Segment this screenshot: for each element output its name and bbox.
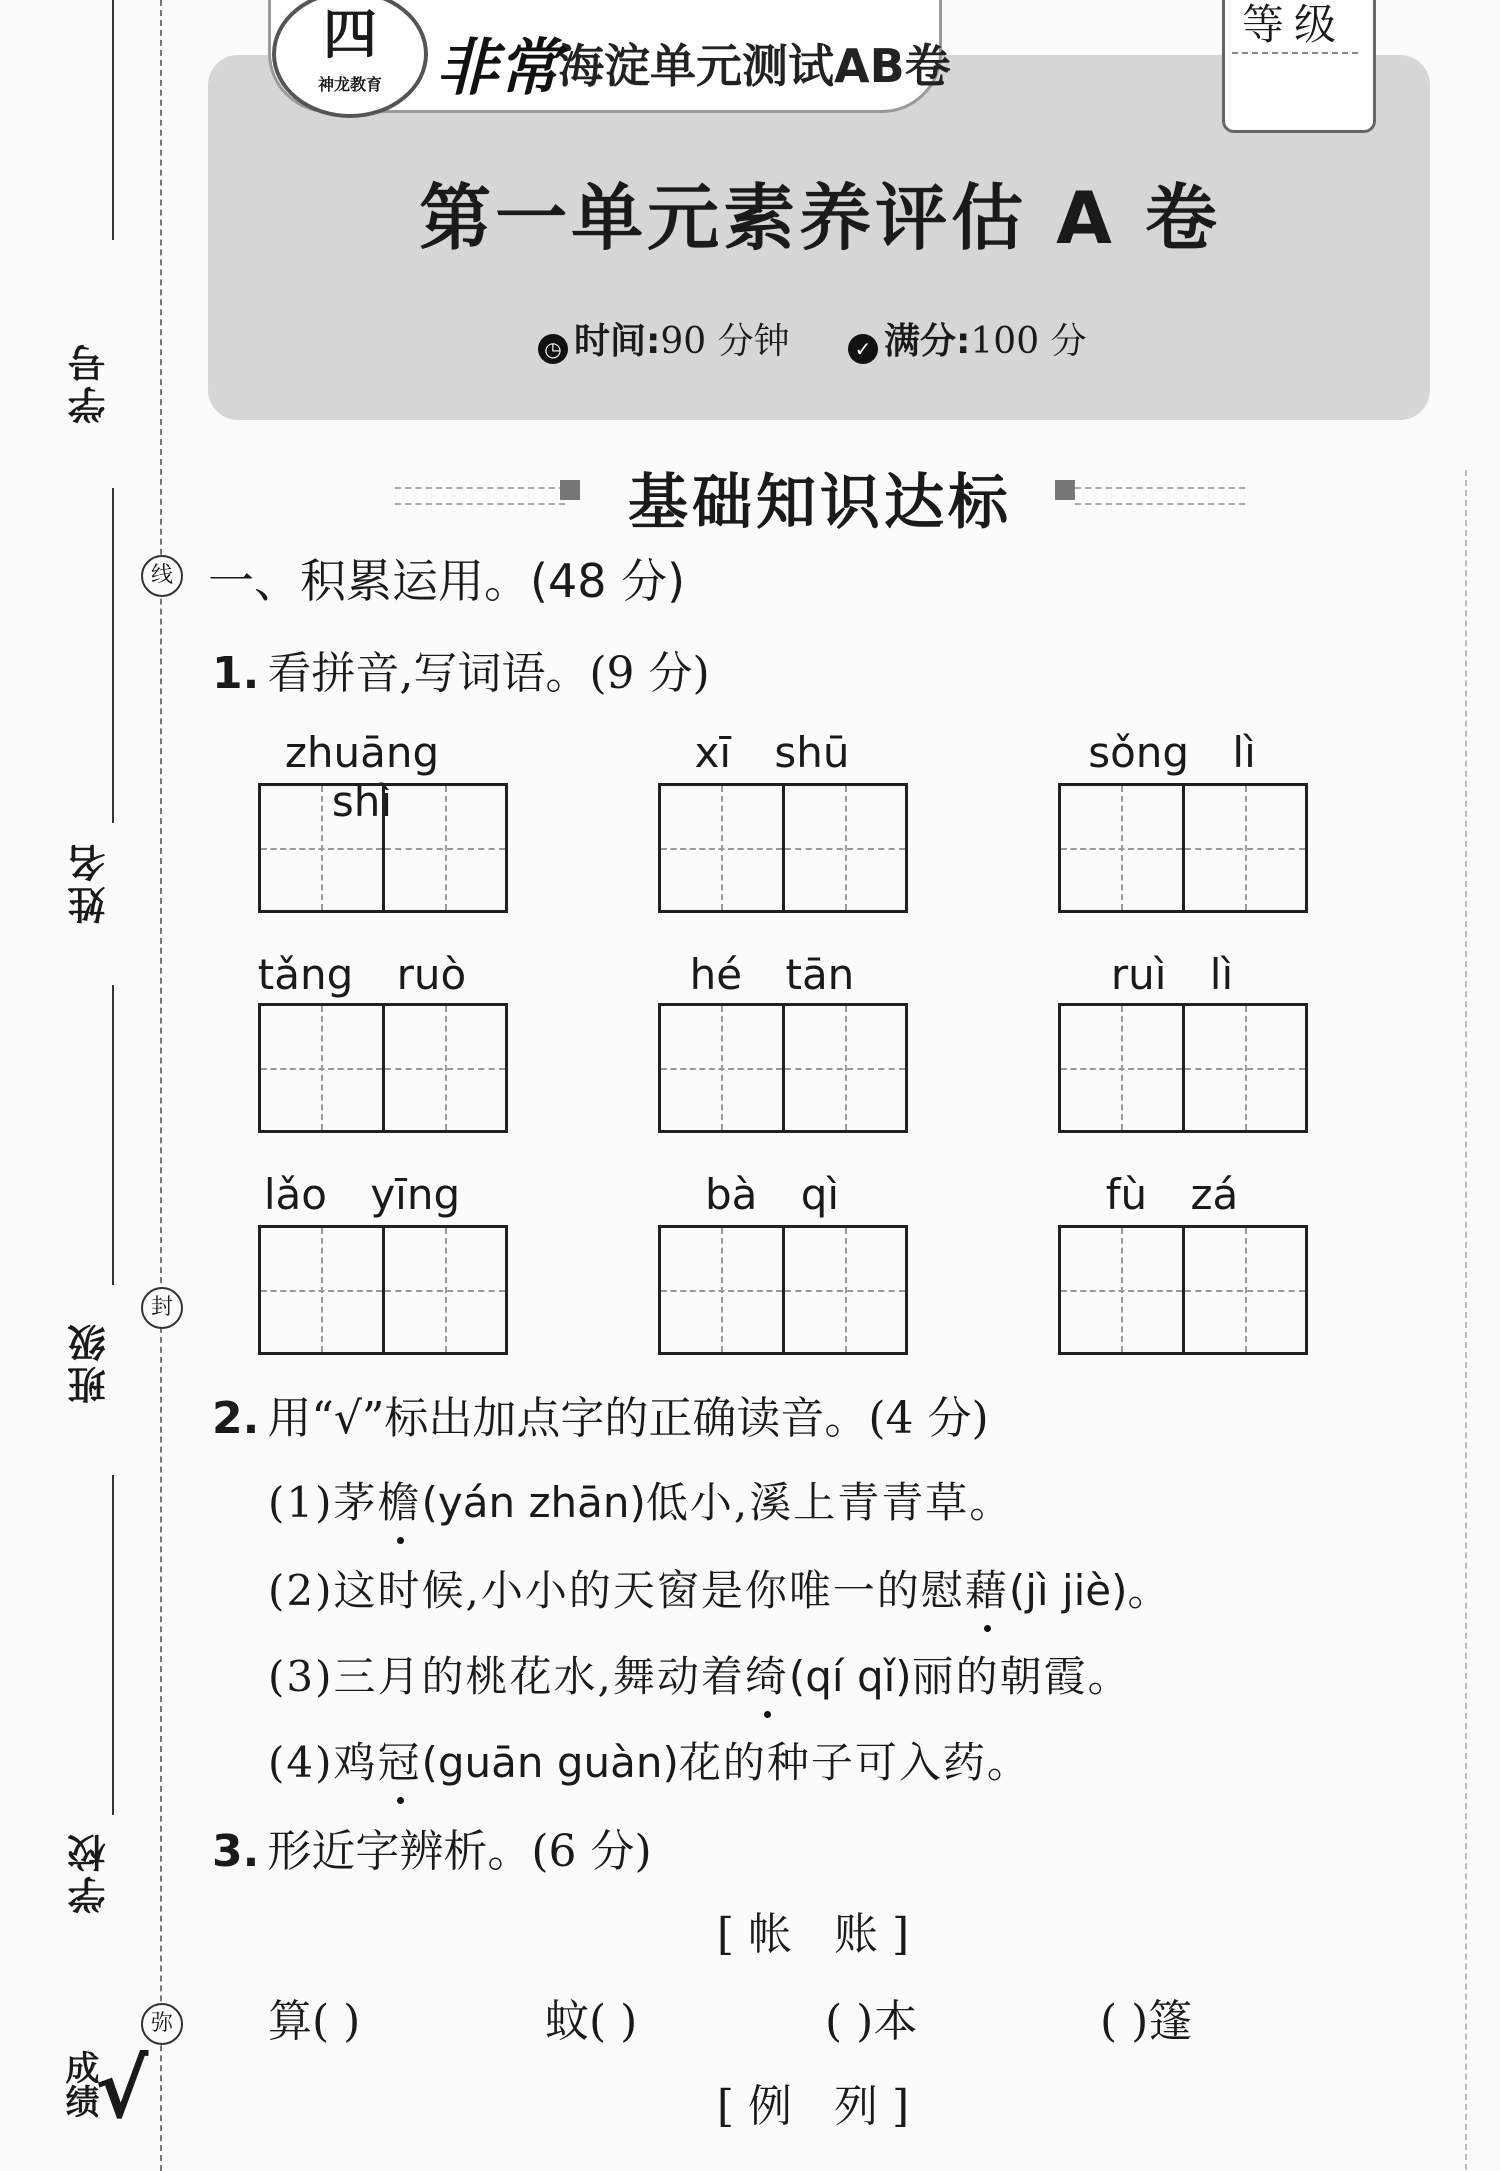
score-label-full: 满分: bbox=[884, 321, 971, 362]
seal-seal: 封 bbox=[141, 1287, 183, 1329]
question-number: 2. bbox=[212, 1393, 260, 1444]
pinyin-label: sǒng lì bbox=[1088, 728, 1256, 777]
check-circle-icon: ✓ bbox=[848, 334, 878, 364]
score-label: 成绩 bbox=[59, 2050, 99, 2118]
answer-grid[interactable] bbox=[1058, 1003, 1308, 1133]
score-info bbox=[848, 313, 1087, 364]
fill-blank[interactable]: ( )篷 bbox=[1100, 1996, 1193, 2047]
pinyin-options[interactable]: (guān guàn) bbox=[421, 1738, 679, 1787]
name-label: 姓名 bbox=[68, 840, 112, 924]
dotted-char: 藉 bbox=[965, 1558, 1009, 1618]
item-text: (2)这时候,小小的天窗是你唯一的慰 bbox=[268, 1566, 965, 1615]
fill-blank[interactable]: 算( ) bbox=[268, 1996, 361, 2047]
answer-grid[interactable] bbox=[658, 1003, 908, 1133]
clock-icon: ◷ bbox=[538, 334, 568, 364]
question-number: 3. bbox=[212, 1826, 260, 1877]
section-deco-square bbox=[1055, 480, 1075, 500]
part-heading: 一、积累运用。(48 分) bbox=[208, 554, 686, 608]
question-2 bbox=[212, 1382, 989, 1446]
score-value: 100 分 bbox=[970, 321, 1087, 362]
answer-grid[interactable] bbox=[1058, 783, 1308, 913]
q2-item bbox=[268, 1558, 1172, 1618]
question-3 bbox=[212, 1815, 652, 1879]
pinyin-label: fù zá bbox=[1105, 1170, 1239, 1219]
logo-mark: 四 bbox=[323, 3, 377, 66]
item-text: 丽的朝霞。 bbox=[911, 1652, 1132, 1701]
pinyin-label: ruì lì bbox=[1110, 950, 1234, 999]
question-1 bbox=[212, 637, 710, 701]
pinyin-label: hé tān bbox=[689, 950, 855, 999]
grade-label: 等级 bbox=[1242, 0, 1347, 49]
answer-grid[interactable] bbox=[658, 783, 908, 913]
time-info bbox=[538, 313, 790, 364]
item-text: 。 bbox=[1127, 1566, 1172, 1615]
answer-grid[interactable] bbox=[258, 1003, 508, 1133]
item-text: (3)三月的桃花水,舞动着 bbox=[268, 1652, 745, 1701]
question-number: 1. bbox=[212, 648, 260, 699]
class-label: 班级 bbox=[68, 1320, 112, 1404]
check-icon: √ bbox=[95, 2043, 149, 2136]
binding-line bbox=[112, 1475, 114, 1815]
q2-item bbox=[268, 1470, 1013, 1530]
pinyin-options[interactable]: (qí qǐ) bbox=[788, 1652, 912, 1701]
dotted-char: 绮 bbox=[745, 1644, 789, 1704]
brand-name: 非常 bbox=[436, 31, 561, 104]
grade-divider bbox=[1232, 52, 1358, 54]
time-label: 时间: bbox=[574, 321, 661, 362]
fill-blank[interactable]: 蚊( ) bbox=[545, 1996, 638, 2047]
student-id-label: 学号 bbox=[68, 340, 112, 424]
pinyin-label: zhuāng shì bbox=[284, 728, 440, 826]
answer-grid[interactable] bbox=[1058, 1225, 1308, 1355]
pinyin-options[interactable]: (jì jiè) bbox=[1008, 1566, 1128, 1615]
answer-grid[interactable] bbox=[258, 1225, 508, 1355]
section-deco-right bbox=[1075, 487, 1245, 505]
pinyin-label: lǎo yīng bbox=[263, 1170, 461, 1219]
dotted-char: 冠 bbox=[378, 1730, 422, 1790]
q2-item bbox=[268, 1644, 1132, 1704]
time-value: 90 分钟 bbox=[660, 321, 790, 362]
question-text: 看拼音,写词语。(9 分) bbox=[267, 648, 710, 699]
publisher-name: 神龙教育 bbox=[317, 75, 382, 94]
item-text: 低小,溪上青青草。 bbox=[645, 1478, 1014, 1527]
pinyin-label: tǎng ruò bbox=[257, 950, 467, 999]
section-title: 基础知识达标 bbox=[628, 468, 1012, 538]
item-text: 花的种子可入药。 bbox=[678, 1738, 1031, 1787]
cut-line bbox=[160, 0, 162, 2171]
binding-line bbox=[112, 985, 114, 1285]
seal-line: 线 bbox=[141, 555, 183, 597]
char-group: [帐 账] bbox=[716, 1909, 924, 1960]
series-name: 海淀单元测试AB卷 bbox=[558, 39, 951, 93]
dotted-char: 檐 bbox=[378, 1470, 422, 1530]
seal-close: 弥 bbox=[141, 2003, 183, 2045]
pinyin-label: bà qì bbox=[704, 1170, 840, 1219]
char-group: [例 列] bbox=[716, 2081, 924, 2132]
q2-item bbox=[268, 1730, 1031, 1790]
school-label: 学校 bbox=[68, 1830, 112, 1914]
answer-grid[interactable] bbox=[258, 783, 508, 913]
fill-blank[interactable]: ( )本 bbox=[825, 1996, 918, 2047]
answer-grid[interactable] bbox=[658, 1225, 908, 1355]
pinyin-label: xī shū bbox=[694, 728, 850, 777]
item-text: (4)鸡 bbox=[268, 1738, 378, 1787]
question-text: 用“√”标出加点字的正确读音。(4 分) bbox=[267, 1393, 989, 1444]
question-text: 形近字辨析。(6 分) bbox=[267, 1826, 652, 1877]
page-title: 第一单元素养评估 A 卷 bbox=[419, 176, 1221, 260]
item-text: (1)茅 bbox=[268, 1478, 378, 1527]
pinyin-options[interactable]: (yán zhān) bbox=[421, 1478, 646, 1527]
